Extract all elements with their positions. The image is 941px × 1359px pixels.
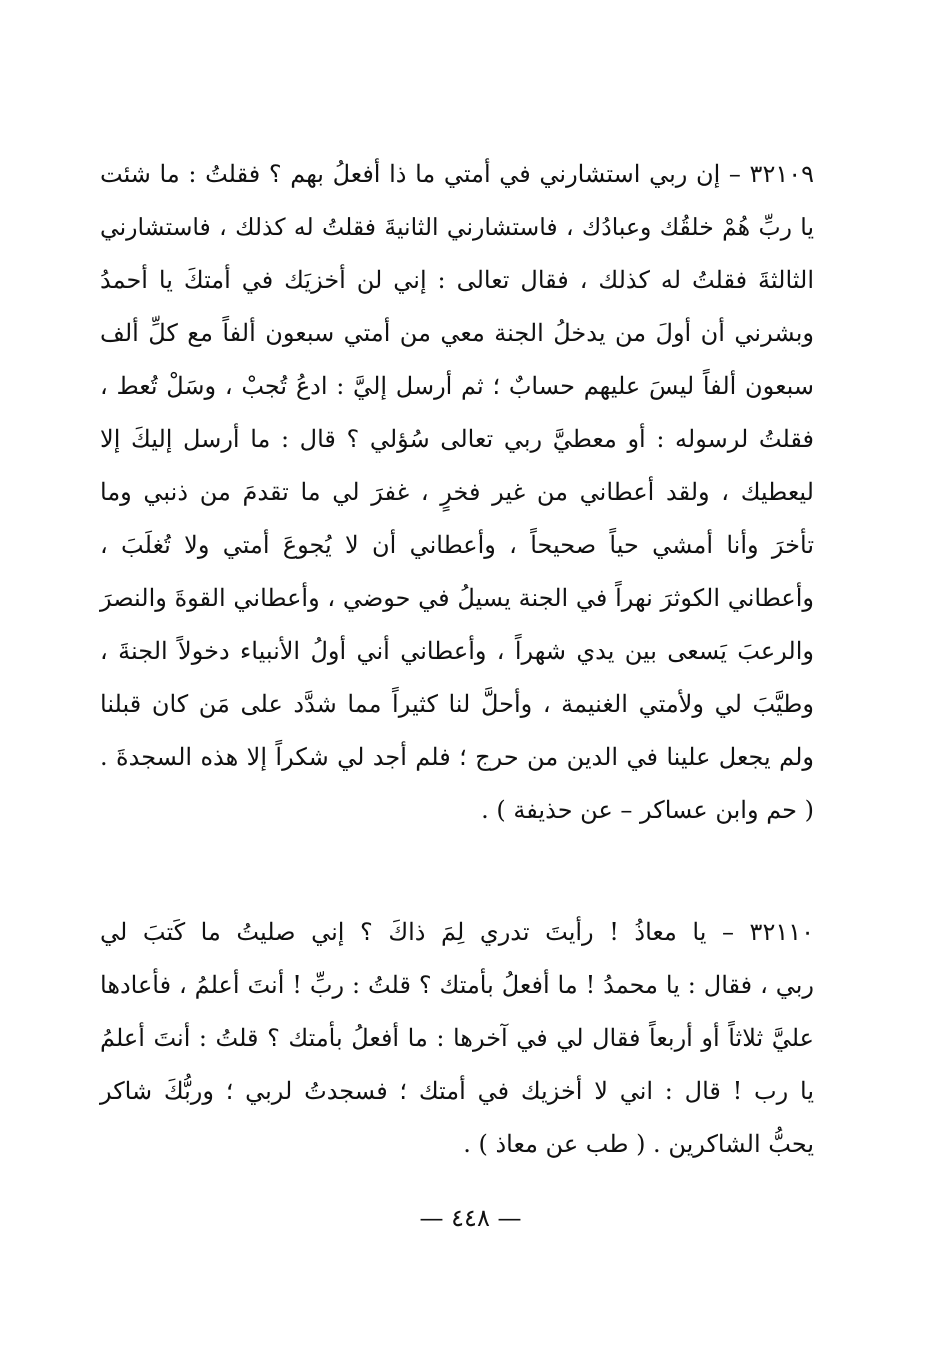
text-line: وبشرني أن أولَ من يدخلُ الجنة معي من أمتي سبعون ألفاً مع كلِّ ألف [100, 319, 814, 347]
text-line: ولم يجعل علينا في الدين من حرج ؛ فلم أجد لي شكراً إلا هذه السجدةَ . [100, 743, 814, 771]
hadith-32110-paragraph [100, 906, 814, 1171]
source-citation: ( حم وابن عساكر – عن حذيفة ) . [481, 796, 814, 824]
hadith-32109-paragraph [100, 148, 814, 837]
text-line: عليَّ ثلاثاً أو أربعاً فقال لي في آخرها : ما أفعلُ بأمتك ؟ قلتُ : أنتَ أعلمُ [100, 1024, 814, 1052]
text-line: يا ربِّ هُمْ خلقُك وعبادُك ، فاستشارني الثانيةَ فقلتُ له كذلك ، فاستشارني [100, 213, 814, 241]
text-line: وطيَّبَ لي ولأمتي الغنيمة ، وأحلَّ لنا كثيراً مما شدَّد على مَن كان قبلنا [100, 690, 814, 718]
text-line: والرعبَ يَسعى بين يدي شهراً ، وأعطاني أني أولُ الأنبياء دخولاً الجنةَ ، [100, 637, 814, 665]
text-line: الثالثةَ فقلتُ له كذلك ، فقال تعالى : إني لن أخزيَك في أمتكَ يا أحمدُ [100, 266, 814, 294]
text-line: ليعطيك ، ولقد أعطاني من غير فخرٍ ، غفرَ لي ما تقدمَ من ذنبي وما [100, 478, 814, 506]
text-line: يحبُّ الشاكرين . ( طب عن معاذ ) . [463, 1130, 814, 1158]
text-line: فقلتُ لرسوله : أو معطيَّ ربي تعالى سُؤلي ؟ قال : ما أرسل إليكَ إلا [100, 425, 814, 453]
page-number: — ٤٤٨ — [419, 1204, 522, 1232]
text-line: ٣٢١١٠ – يا معاذُ ! رأيتَ تدري لِمَ ذاكَ ؟ إني صليتُ ما كَتبَ لي [100, 918, 814, 946]
text-line: ٣٢١٠٩ – إن ربي استشارني في أمتي ما ذا أفعلُ بهم ؟ فقلتُ : ما شئت [100, 160, 814, 188]
text-line: تأخرَ وأنا أمشي حياً صحيحاً ، وأعطاني أن لا يُجوعَ أمتي ولا تُغلَبَ ، [100, 531, 814, 559]
text-line: يا رب ! قال : اني لا أخزيك في أمتك ؛ فسجدتُ لربي ؛ وربُّكَ شاكر [100, 1077, 814, 1105]
text-line: ربي ، فقال : يا محمدُ ! ما أفعلُ بأمتك ؟ قلتُ : ربِّ ! أنتَ أعلمُ ، فأعادها [100, 971, 814, 999]
text-line: وأعطاني الكوثرَ نهراً في الجنة يسيلُ في حوضي ، وأعطاني القوةَ والنصرَ [100, 584, 814, 612]
text-line: سبعون ألفاً ليسَ عليهم حسابٌ ؛ ثم أرسل إليَّ : ادعُ تُجبْ ، وسَلْ تُعط ، [100, 372, 814, 400]
